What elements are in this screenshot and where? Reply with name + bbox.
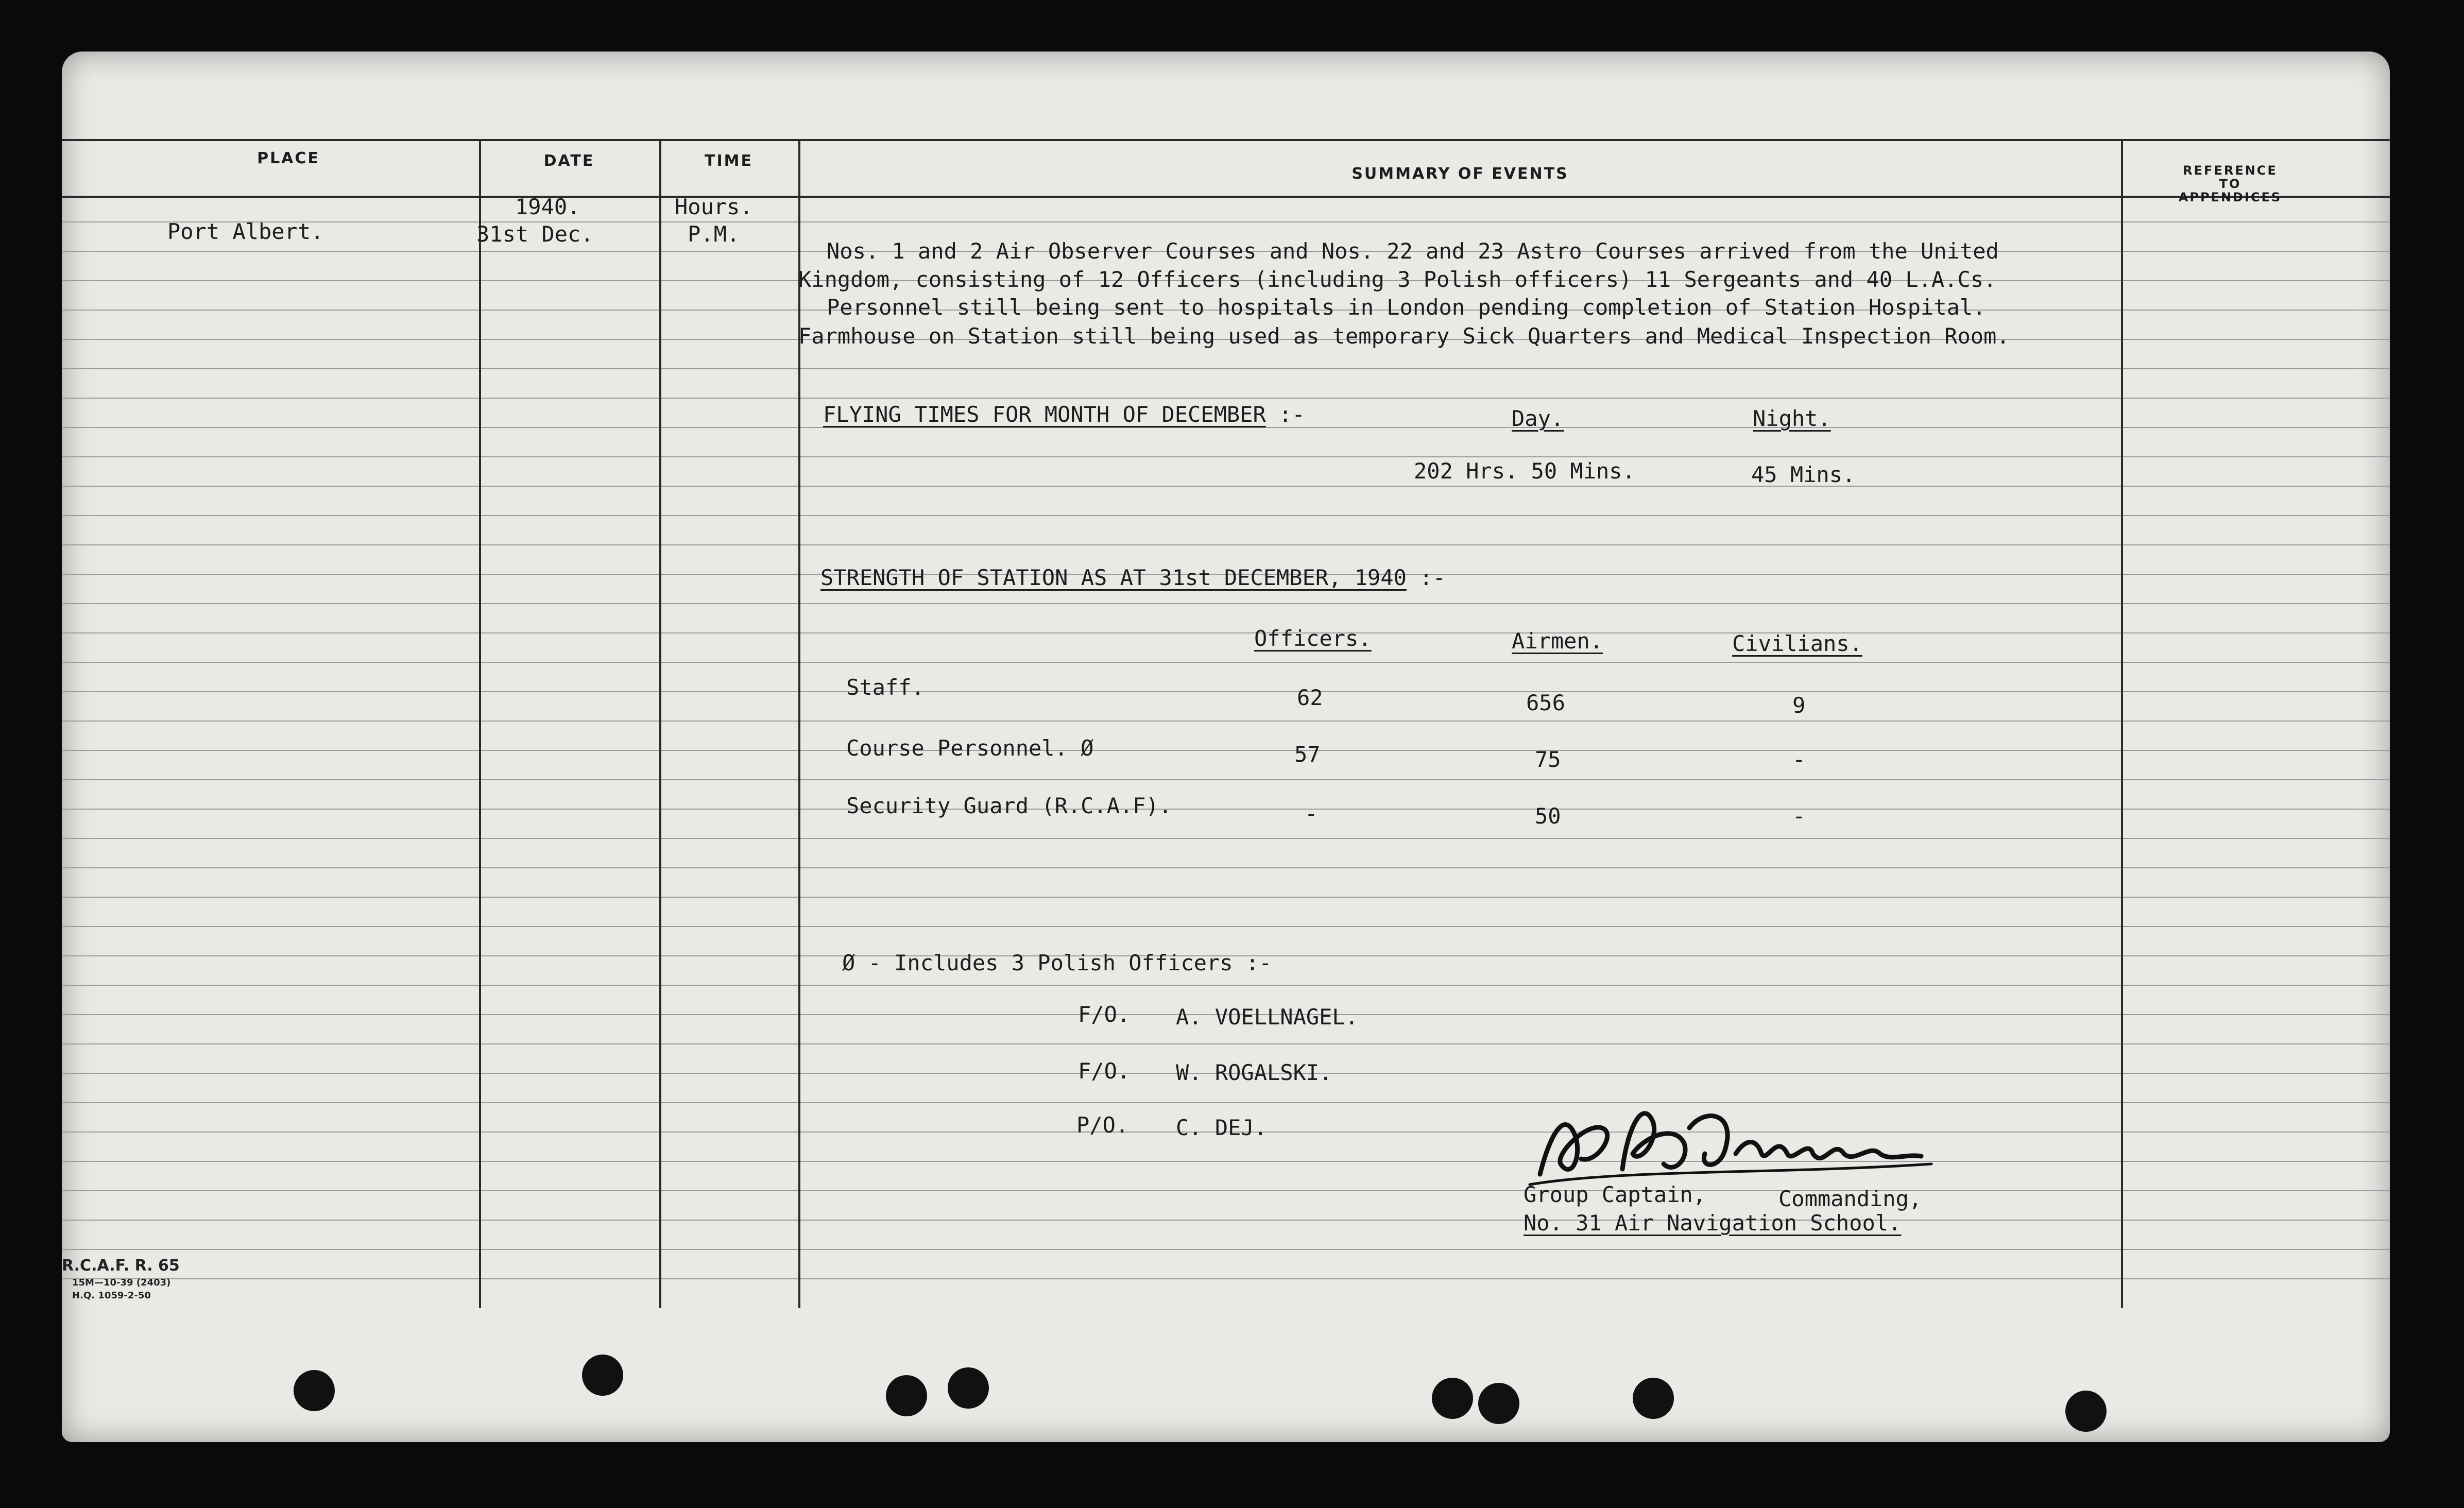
flying-times-heading-text: FLYING TIMES FOR MONTH OF DECEMBER	[823, 402, 1266, 427]
punch-hole	[1478, 1383, 1519, 1424]
ruled-line	[62, 867, 2390, 868]
header-top-rule	[62, 139, 2390, 141]
strength-cell: 9	[1792, 693, 1806, 718]
summary-line: Farmhouse on Station still being used as temporary Sick Quarters and Medical Inspection Room.	[798, 323, 2010, 349]
officer-name: C. DEJ.	[1176, 1115, 1268, 1140]
divider-date-time	[659, 139, 661, 1308]
flying-night-value: 45 Mins.	[1751, 462, 1856, 487]
officer-rank: P/O.	[1076, 1112, 1129, 1138]
strength-col-officers: Officers.	[1254, 626, 1372, 651]
header-reference	[2122, 164, 2338, 204]
ruled-line	[62, 515, 2390, 516]
ruled-line	[62, 662, 2390, 663]
ruled-line	[62, 544, 2390, 545]
ruled-line	[62, 427, 2390, 428]
strength-cell: -	[1792, 747, 1806, 772]
punch-hole	[582, 1355, 623, 1396]
logbook-page	[62, 52, 2390, 1442]
ruled-line	[62, 632, 2390, 633]
header-reference-line-2: TO	[2219, 177, 2241, 191]
form-code: R.C.A.F. R. 65	[62, 1257, 180, 1275]
entry-hours: Hours.	[675, 194, 753, 219]
ruled-line	[62, 750, 2390, 751]
form-print-line-1: 15M—10-39 (2403)	[72, 1277, 171, 1288]
punch-hole	[948, 1367, 989, 1409]
header-reference-line-3: APPENDICES	[2178, 190, 2282, 204]
ruled-line	[62, 838, 2390, 839]
strength-cell: 57	[1294, 742, 1321, 767]
strength-row-label: Security Guard (R.C.A.F).	[846, 793, 1172, 818]
signature-unit: No. 31 Air Navigation School.	[1524, 1210, 1902, 1236]
ruled-line	[62, 1161, 2390, 1162]
strength-cell: -	[1305, 801, 1318, 826]
entry-year: 1940.	[515, 194, 580, 219]
divider-summary-reference	[2121, 139, 2123, 1308]
ruled-line	[62, 221, 2390, 222]
strength-cell: -	[1792, 803, 1806, 829]
officer-rank: F/O.	[1078, 1058, 1131, 1084]
officer-name: A. VOELLNAGEL.	[1176, 1004, 1359, 1030]
ruled-line	[62, 1102, 2390, 1103]
summary-line: Personnel still being sent to hospitals in London pending completion of Station Hospital.	[827, 295, 1986, 320]
flying-day-value: 202 Hrs. 50 Mins.	[1414, 458, 1635, 484]
ruled-line	[62, 1043, 2390, 1044]
entry-place: Port Albert.	[167, 219, 324, 244]
ruled-line	[62, 691, 2390, 692]
punch-hole	[294, 1370, 335, 1411]
punch-hole	[1633, 1378, 1674, 1419]
strength-col-airmen: Airmen.	[1512, 628, 1603, 654]
header-time: TIME	[705, 152, 753, 170]
divider-time-summary	[798, 139, 800, 1308]
strength-row-label: Staff.	[846, 675, 925, 700]
ruled-line	[62, 926, 2390, 927]
ruled-line	[62, 721, 2390, 722]
ruled-line	[62, 1278, 2390, 1279]
ruled-line	[62, 398, 2390, 399]
punch-hole	[886, 1375, 927, 1416]
ruled-line	[62, 456, 2390, 457]
signature-role: Commanding,	[1778, 1186, 1922, 1211]
polish-officers-note: Ø - Includes 3 Polish Officers :-	[842, 950, 1272, 975]
ruled-line	[62, 985, 2390, 986]
signature-title: Group Captain,	[1524, 1182, 1706, 1207]
strength-heading	[820, 565, 1446, 590]
entry-period: P.M.	[688, 221, 740, 247]
strength-cell: 62	[1297, 685, 1323, 710]
officer-name: W. ROGALSKI.	[1176, 1060, 1332, 1085]
strength-cell: 50	[1535, 803, 1561, 829]
summary-line: Nos. 1 and 2 Air Observer Courses and Nos. 22 and 23 Astro Courses arrived from the United	[827, 238, 1999, 264]
header-summary: SUMMARY OF EVENTS	[1351, 165, 1569, 183]
strength-suffix: :-	[1419, 565, 1446, 590]
header-reference-line-1: REFERENCE	[2183, 163, 2278, 178]
punch-hole	[1432, 1378, 1473, 1419]
flying-times-heading	[823, 402, 1305, 427]
ruled-line	[62, 779, 2390, 780]
strength-row-label: Course Personnel. Ø	[846, 735, 1094, 761]
header-date: DATE	[543, 152, 595, 170]
ruled-line	[62, 1249, 2390, 1250]
ruled-line	[62, 1190, 2390, 1191]
ruled-line	[62, 1220, 2390, 1221]
ruled-line	[62, 368, 2390, 369]
form-print-line-2: H.Q. 1059-2-50	[72, 1290, 151, 1301]
strength-heading-text: STRENGTH OF STATION AS AT 31st DECEMBER, 1940	[820, 565, 1407, 590]
ruled-line	[62, 897, 2390, 898]
punch-hole	[2065, 1391, 2107, 1432]
header-place: PLACE	[257, 149, 320, 167]
flying-night-label: Night.	[1753, 406, 1831, 431]
entry-date: 31st Dec.	[476, 221, 594, 247]
summary-line: Kingdom, consisting of 12 Officers (including 3 Polish officers) 11 Sergeants and 40 L.A.Cs.	[798, 267, 1997, 292]
ruled-line	[62, 809, 2390, 810]
flying-day-label: Day.	[1512, 406, 1564, 431]
header-bottom-rule	[62, 196, 2390, 198]
strength-cell: 75	[1535, 747, 1561, 772]
strength-col-civilians: Civilians.	[1732, 631, 1862, 656]
divider-place-date	[479, 139, 481, 1308]
officer-rank: F/O.	[1078, 1002, 1131, 1027]
ruled-line	[62, 603, 2390, 604]
ruled-line	[62, 486, 2390, 487]
flying-times-suffix: :-	[1279, 402, 1305, 427]
strength-cell: 656	[1526, 690, 1565, 715]
